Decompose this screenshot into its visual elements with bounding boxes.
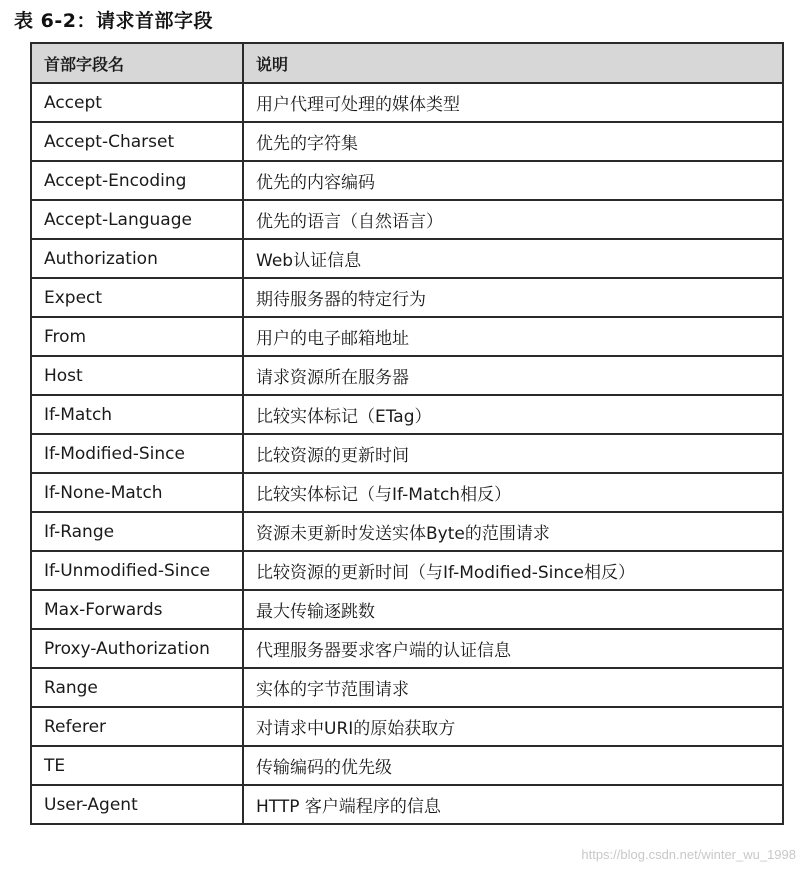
table-row [31, 317, 783, 356]
description-cell: 请求资源所在服务器 [243, 356, 783, 395]
table-row [31, 707, 783, 746]
description-cell: HTTP 客户端程序的信息 [243, 785, 783, 824]
description-cell: Web认证信息 [243, 239, 783, 278]
description-cell: 比较资源的更新时间 [243, 434, 783, 473]
description-cell: 优先的语言（自然语言） [243, 200, 783, 239]
description-cell: 传输编码的优先级 [243, 746, 783, 785]
table-row [31, 785, 783, 824]
table-row [31, 278, 783, 317]
table-row [31, 434, 783, 473]
table-row [31, 551, 783, 590]
description-cell: 期待服务器的特定行为 [243, 278, 783, 317]
table-row [31, 122, 783, 161]
description-cell: 比较资源的更新时间（与If-Modified-Since相反） [243, 551, 783, 590]
field-name-cell: If-None-Match [31, 473, 243, 512]
description-cell: 实体的字节范围请求 [243, 668, 783, 707]
field-name-cell: Authorization [31, 239, 243, 278]
table-row [31, 512, 783, 551]
table-row [31, 356, 783, 395]
field-name-cell: Referer [31, 707, 243, 746]
table-row [31, 629, 783, 668]
description-cell: 用户的电子邮箱地址 [243, 317, 783, 356]
table-row [31, 83, 783, 122]
field-name-cell: Expect [31, 278, 243, 317]
table-row [31, 200, 783, 239]
table-row [31, 395, 783, 434]
field-name-cell: Proxy-Authorization [31, 629, 243, 668]
field-name-cell: TE [31, 746, 243, 785]
description-cell: 资源未更新时发送实体Byte的范围请求 [243, 512, 783, 551]
table-row [31, 668, 783, 707]
description-cell: 用户代理可处理的媒体类型 [243, 83, 783, 122]
table-header-row [31, 43, 783, 83]
description-cell: 代理服务器要求客户端的认证信息 [243, 629, 783, 668]
field-name-cell: Accept [31, 83, 243, 122]
column-header-field-name: 首部字段名 [31, 43, 243, 83]
table-row [31, 590, 783, 629]
description-cell: 优先的字符集 [243, 122, 783, 161]
field-name-cell: Max-Forwards [31, 590, 243, 629]
watermark: https://blog.csdn.net/winter_wu_1998 [581, 847, 796, 862]
field-name-cell: Accept-Charset [31, 122, 243, 161]
description-cell: 优先的内容编码 [243, 161, 783, 200]
table-row [31, 746, 783, 785]
description-cell: 对请求中URI的原始获取方 [243, 707, 783, 746]
request-header-fields-table [30, 42, 784, 825]
description-cell: 比较实体标记（与If-Match相反） [243, 473, 783, 512]
field-name-cell: If-Unmodified-Since [31, 551, 243, 590]
field-name-cell: Accept-Language [31, 200, 243, 239]
field-name-cell: Accept-Encoding [31, 161, 243, 200]
field-name-cell: If-Match [31, 395, 243, 434]
field-name-cell: If-Modified-Since [31, 434, 243, 473]
description-cell: 比较实体标记（ETag） [243, 395, 783, 434]
table-row [31, 161, 783, 200]
field-name-cell: If-Range [31, 512, 243, 551]
field-name-cell: User-Agent [31, 785, 243, 824]
table-row [31, 239, 783, 278]
table-row [31, 473, 783, 512]
table-caption: 表 6-2：请求首部字段 [14, 10, 213, 32]
field-name-cell: Range [31, 668, 243, 707]
field-name-cell: From [31, 317, 243, 356]
column-header-description: 说明 [243, 43, 783, 83]
field-name-cell: Host [31, 356, 243, 395]
description-cell: 最大传输逐跳数 [243, 590, 783, 629]
